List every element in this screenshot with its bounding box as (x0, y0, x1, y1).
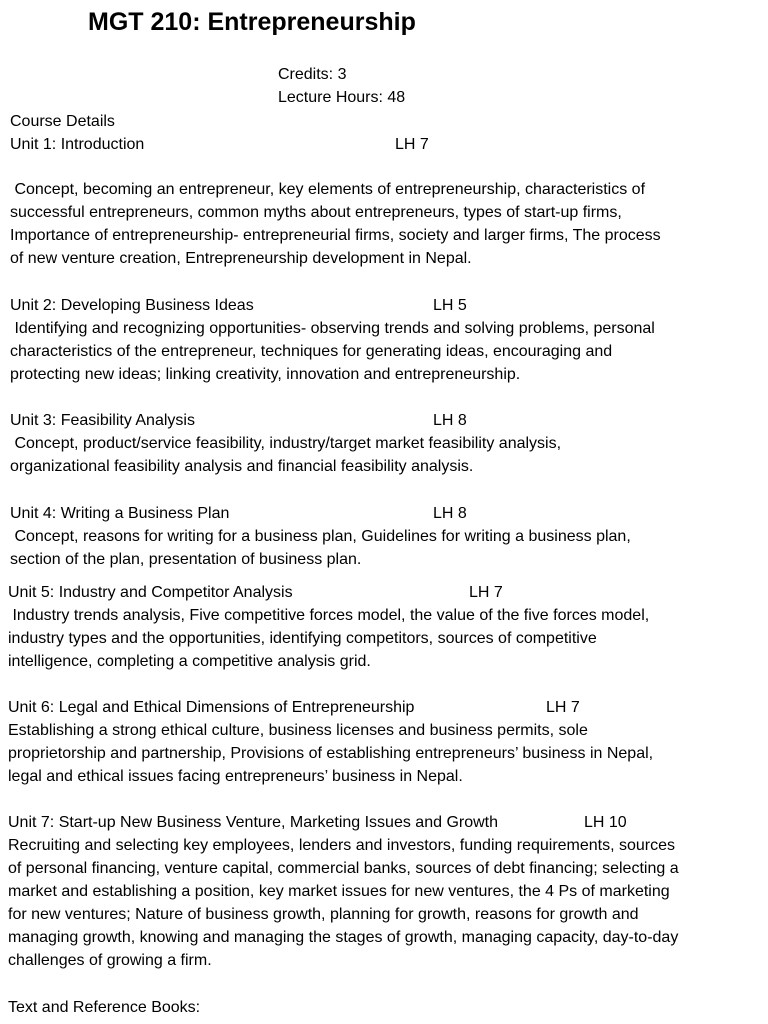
unit-6-heading: Unit 6: Legal and Ethical Dimensions of Entrepreneurship (8, 699, 415, 716)
unit-2-content: Identifying and recognizing opportunities- observing trends and solving problems, personal characteristics of the entrepreneur, techniques for generating ideas, encouraging and protecting new ideas; linking creativity, innovation and entrepreneurship. (10, 320, 655, 383)
unit-3-lecture-hours: LH 8 (433, 412, 467, 429)
unit-5-content: Industry trends analysis, Five competitive forces model, the value of the five forces model, industry types and the opportunities, identifying competitors, sources of competitive intelligence, completing a competitive analysis grid. (8, 607, 650, 670)
unit-3-heading: Unit 3: Feasibility Analysis (10, 412, 195, 429)
unit-5-lecture-hours: LH 7 (469, 584, 503, 601)
unit-4-heading: Unit 4: Writing a Business Plan (10, 505, 230, 522)
unit-1-heading: Unit 1: Introduction (10, 136, 145, 153)
unit-7-heading: Unit 7: Start-up New Business Venture, Marketing Issues and Growth (8, 814, 499, 831)
unit-4-content: Concept, reasons for writing for a business plan, Guidelines for writing a business plan, section of the plan, presentation of business plan. (10, 528, 631, 568)
unit-3-content: Concept, product/service feasibility, industry/target market feasibility analysis, organizational feasibility analysis and financial feasibility analysis. (10, 435, 562, 475)
unit-1-lecture-hours: LH 7 (395, 136, 429, 153)
unit-7-content: Recruiting and selecting key employees, lenders and investors, funding requirements, sources of personal financing, venture capital, commercial banks, sources of debt financing; selecting a market and establishing a position, key market issues for new ventures, the 4 Ps of marketing for new ventures; Nature of business growth, planning for growth, reasons for growth and managing growth, knowing and managing the stages of growth, managing capacity, day-to-day challenges of growing a firm. (8, 837, 679, 969)
unit-2-heading: Unit 2: Developing Business Ideas (10, 297, 254, 314)
credits: Credits: 3 (278, 66, 347, 83)
page-title: MGT 210: Entrepreneurship (88, 8, 416, 36)
unit-1-content: Concept, becoming an entrepreneur, key elements of entrepreneurship, characteristics of successful entrepreneurs, common myths about entrepreneurs, types of start-up firms, Importance of entrepreneurship- entrepreneurial firms, society and larger firms, The process of new venture creation, Entrepreneurship development in Nepal. (10, 181, 661, 267)
unit-2-lecture-hours: LH 5 (433, 297, 467, 314)
unit-4-lecture-hours: LH 8 (433, 505, 467, 522)
lecture-hours: Lecture Hours: 48 (278, 89, 406, 106)
unit-6-lecture-hours: LH 7 (546, 699, 580, 716)
course-details-heading: Course Details (10, 113, 115, 130)
references-heading: Text and Reference Books: (8, 999, 201, 1016)
unit-6-content: Establishing a strong ethical culture, business licenses and business permits, sole proprietorship and partnership, Provisions of establishing entrepreneurs’ business in Nepal, legal and ethical issues facing entrepreneurs’ business in Nepal. (8, 722, 654, 785)
unit-7-lecture-hours: LH 10 (584, 814, 627, 831)
unit-5-heading: Unit 5: Industry and Competitor Analysis (8, 584, 293, 601)
